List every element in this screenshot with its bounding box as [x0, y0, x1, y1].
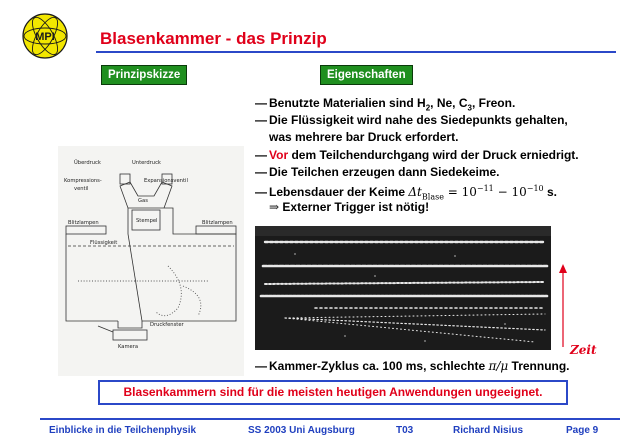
- page-title: Blasenkammer - das Prinzip: [100, 29, 327, 48]
- sketch-label-camera: Kamera: [118, 344, 139, 350]
- sketch-label-compression-valve: Kompressions-: [64, 178, 102, 184]
- sketch-label-underpressure: Unterdruck: [132, 160, 161, 166]
- bullet-liquid-continued: was mehrere bar Druck erfordert.: [269, 130, 459, 144]
- section-label-properties: Eigenschaften: [320, 65, 413, 85]
- footer-page-number: Page 9: [566, 425, 599, 436]
- bullet-pressure: — Vor dem Teilchendurchgang wird der Druck erniedrigt.: [255, 148, 579, 162]
- footer-divider: [40, 418, 620, 420]
- time-label: Zeit: [570, 343, 597, 357]
- bubble-chamber-photo: [255, 226, 551, 350]
- footer-author: Richard Nisius: [453, 425, 524, 436]
- mpi-logo: [20, 11, 70, 61]
- sketch-label-liquid: Flüssigkeit: [90, 240, 118, 246]
- conclusion-box: Blasenkammern sind für die meisten heutigen Anwendungen ungeeignet.: [98, 380, 568, 405]
- footer-lecture: Einblicke in die Teilchenphysik: [49, 425, 197, 436]
- sketch-label-flash-right: Blitzlampen: [202, 220, 233, 226]
- bullet-materials: — Benutzte Materialien sind $H_2$, Ne, $C_3$, Freon.: [255, 96, 516, 113]
- bullet-trigger: ⇒ Externer Trigger ist nötig!: [269, 200, 430, 214]
- bullet-liquid: — Die Flüssigkeit wird nahe des Siedepunkts gehalten,: [255, 113, 568, 127]
- section-label-sketch: Prinzipskizze: [101, 65, 187, 85]
- time-arrow-icon: [556, 263, 570, 349]
- footer-code: T03: [396, 425, 414, 436]
- sketch-label-flash-left: Blitzlampen: [68, 220, 99, 226]
- sketch-label-pressure-window: Druckfenster: [150, 322, 184, 328]
- bullet-lifetime: — Lebensdauer der Keime $\Delta t_{Blase} = 10^{-11} - 10^{-10}$ s.: [255, 184, 557, 202]
- bullet-cycle: — Kammer-Zyklus ca. 100 ms, schlechte π/μ Trennung.: [255, 359, 570, 373]
- bullet-seeds: — Die Teilchen erzeugen dann Siedekeime.: [255, 165, 500, 179]
- sketch-label-piston: Stempel: [136, 218, 158, 224]
- sketch-label-overpressure: Überdruck: [74, 160, 101, 166]
- bubble-chamber-sketch: [58, 146, 244, 376]
- sketch-label-expansion-valve: Expansionsventil: [144, 178, 188, 184]
- footer-semester: SS 2003 Uni Augsburg: [248, 425, 355, 436]
- sketch-label-gas: Gas: [138, 198, 148, 204]
- header-divider: [96, 51, 616, 53]
- logo-text: MPI: [35, 31, 55, 43]
- sketch-label-compression-valve-2: ventil: [74, 186, 89, 192]
